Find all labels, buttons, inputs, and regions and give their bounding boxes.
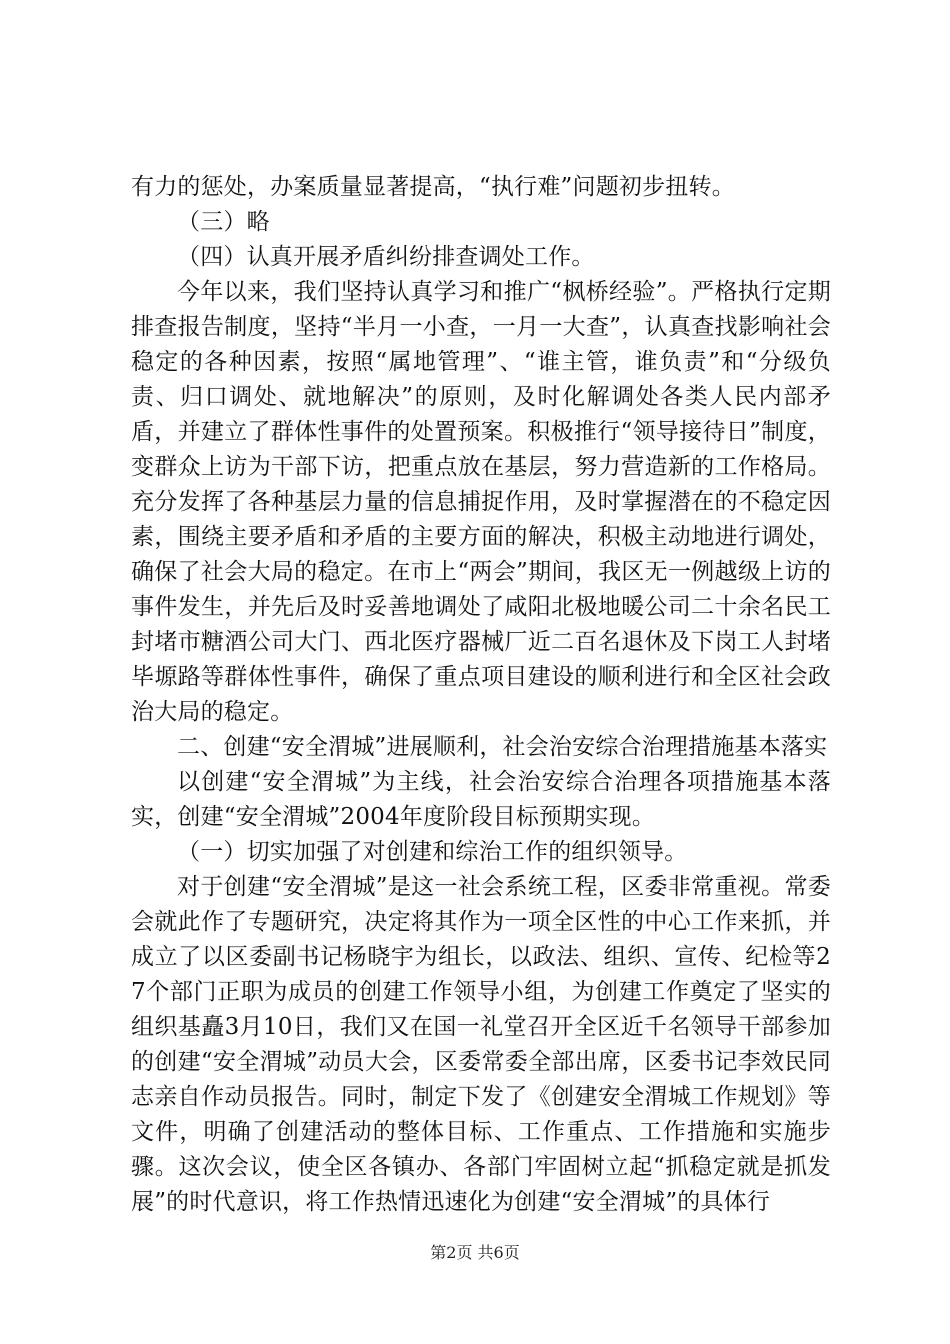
paragraph-continuation: 有力的惩处，办案质量显著提高，“执行难”问题初步扭转。 xyxy=(131,174,735,200)
subsection-heading-1: （一）切实加强了对创建和综治工作的组织领导。 xyxy=(177,839,688,865)
page-footer: 第2页 共6页 xyxy=(430,1243,520,1262)
section-heading-4: （四）认真开展矛盾纠纷排查调处工作。 xyxy=(177,244,595,270)
paragraph-safety-overview: 以创建“安全渭城”为主线，社会治安综合治理各项措施基本落实，创建“安全渭城”2004年度阶段目标预期实现。 xyxy=(131,769,831,830)
section-heading-2: 二、创建“安全渭城”进展顺利，社会治安综合治理措施基本落实 xyxy=(177,734,828,760)
section-heading-3: （三）略 xyxy=(177,209,270,235)
paragraph-dispute-resolution: 今年以来，我们坚持认真学习和推广“枫桥经验”。严格执行定期排查报告制度，坚持“半月一小查，一月一大查”，认真查找影响社会稳定的各种因素，按照“属地管理”、“谁主管，谁负责”和“分级负责、归口调处、就地解决”的原则，及时化解调处各类人民内部矛盾，并建立了群体性事件的处置预案。积极推行“领导接待日”制度，变群众上访为干部下访，把重点放在基层，努力营造新的工作格局。充分发挥了各种基层力量的信息捕捉作用，及时掌握潜在的不稳定因素，围绕主要矛盾和矛盾的主要方面的解决，积极主动地进行调处，确保了社会大局的稳定。在市上“两会”期间，我区无一例越级上访的事件发生，并先后及时妥善地调处了咸阳北极地暖公司二十余名民工封堵市糖酒公司大门、西北医疗器械厂近二百名退休及下岗工人封堵毕塬路等群体性事件，确保了重点项目建设的顺利进行和全区社会政治大局的稳定。 xyxy=(131,279,831,725)
paragraph-leadership: 对于创建“安全渭城”是这一社会系统工程，区委非常重视。常委会就此作了专题研究，决定将其作为一项全区性的中心工作来抓，并成立了以区委副书记杨晓宇为组长，以政法、组织、宣传、纪检等27个部门正职为成员的创建工作领导小组，为创建工作奠定了坚实的组织基矗3月10日，我们又在国一礼堂召开全区近千名领导干部参加的创建“安全渭城”动员大会，区委常委全部出席，区委书记李效民同志亲自作动员报告。同时，制定下发了《创建安全渭城工作规划》等文件，明确了创建活动的整体目标、工作重点、工作措施和实施步骤。这次会议，使全区各镇办、各部门牢固树立起“抓稳定就是抓发展”的时代意识，将工作热情迅速化为创建“安全渭城”的具体行 xyxy=(131,874,831,1215)
document-body xyxy=(131,170,831,1220)
